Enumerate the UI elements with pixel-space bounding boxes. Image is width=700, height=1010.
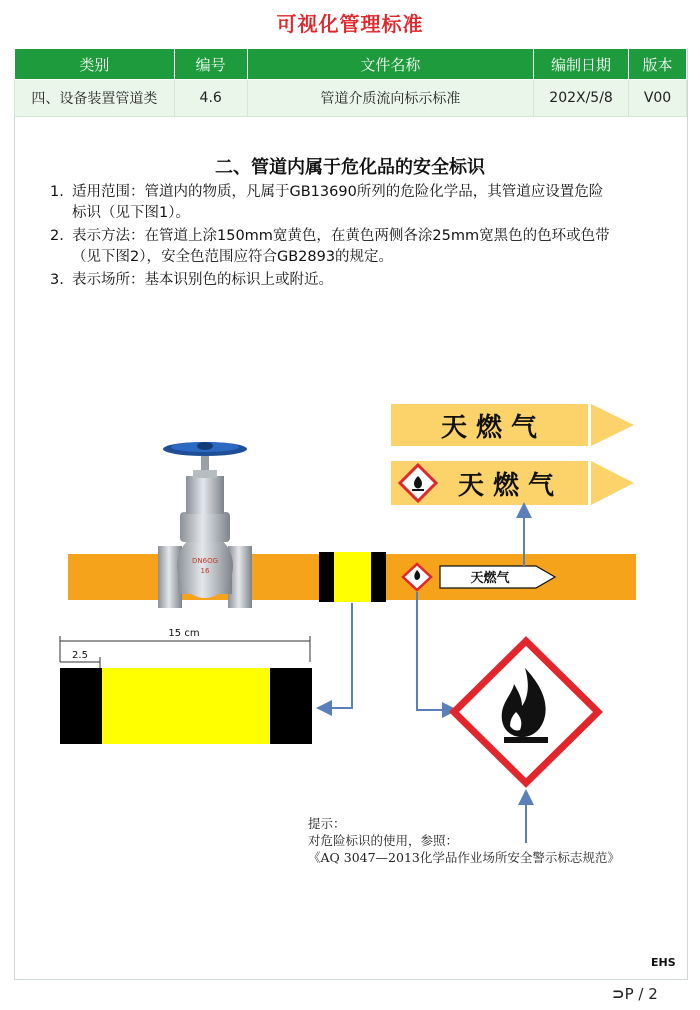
col-version: 版本 xyxy=(629,49,687,80)
list-item: 1. 适用范围：管道内的物质，凡属于GB13690所列的危险化学品，其管道应设置危险 标识（见下图1）。 xyxy=(50,184,604,221)
page-title: 可视化管理标准 xyxy=(276,12,424,36)
pipe-label-text: 天燃气 xyxy=(470,571,510,586)
label-hazard xyxy=(391,461,634,505)
arrow-to-band-detail xyxy=(324,603,352,708)
value-date: 202X/5/8 xyxy=(534,80,629,117)
section-title: 二、管道内属于危化品的安全标识 xyxy=(215,157,485,178)
ehs-mark: EHS xyxy=(651,956,676,969)
page-arrow-icon: ⊃ xyxy=(612,985,625,1003)
label-plain xyxy=(391,404,634,446)
col-category: 类别 xyxy=(15,49,175,80)
pipe-flow-label xyxy=(440,566,555,588)
arrow-to-hazard-symbol xyxy=(417,592,450,710)
valve-marking: DN6OG xyxy=(191,557,219,565)
flammable-hazard-icon xyxy=(454,641,598,783)
label-plain-text: 天 燃 气 xyxy=(440,413,538,443)
value-doc-name: 管道介质流向标示标准 xyxy=(247,80,533,117)
band-detail xyxy=(60,628,312,744)
svg-text:16: 16 xyxy=(200,567,210,575)
reference-note: 提示： 对危险标识的使用，参照： 《AQ 3047—2013化学品作业场所安全警示标志规范》 xyxy=(308,816,620,865)
col-date: 编制日期 xyxy=(534,49,629,80)
list-item: 3. 表示场所：基本识别色的标识上或附近。 xyxy=(50,272,333,288)
value-number: 4.6 xyxy=(174,80,247,117)
value-version: V00 xyxy=(629,80,687,117)
label-hazard-text: 天 燃 气 xyxy=(457,471,555,501)
list-item: 2. 表示方法：在管道上涂150mm宽黄色，在黄色两侧各涂25mm宽黑色的色环或色带 （见下图2），安全色范围应符合GB2893的规定。 xyxy=(50,228,610,265)
gate-valve-icon xyxy=(158,442,252,608)
value-category: 四、设备装置管道类 xyxy=(15,80,175,117)
page-number: ⊃P / 2 xyxy=(612,985,658,1003)
col-doc-name: 文件名称 xyxy=(247,49,533,80)
pipe-safety-band xyxy=(319,552,386,602)
dimension-black: 2.5 xyxy=(72,650,88,661)
dimension-total: 15 cm xyxy=(168,628,200,639)
col-number: 编号 xyxy=(174,49,247,80)
